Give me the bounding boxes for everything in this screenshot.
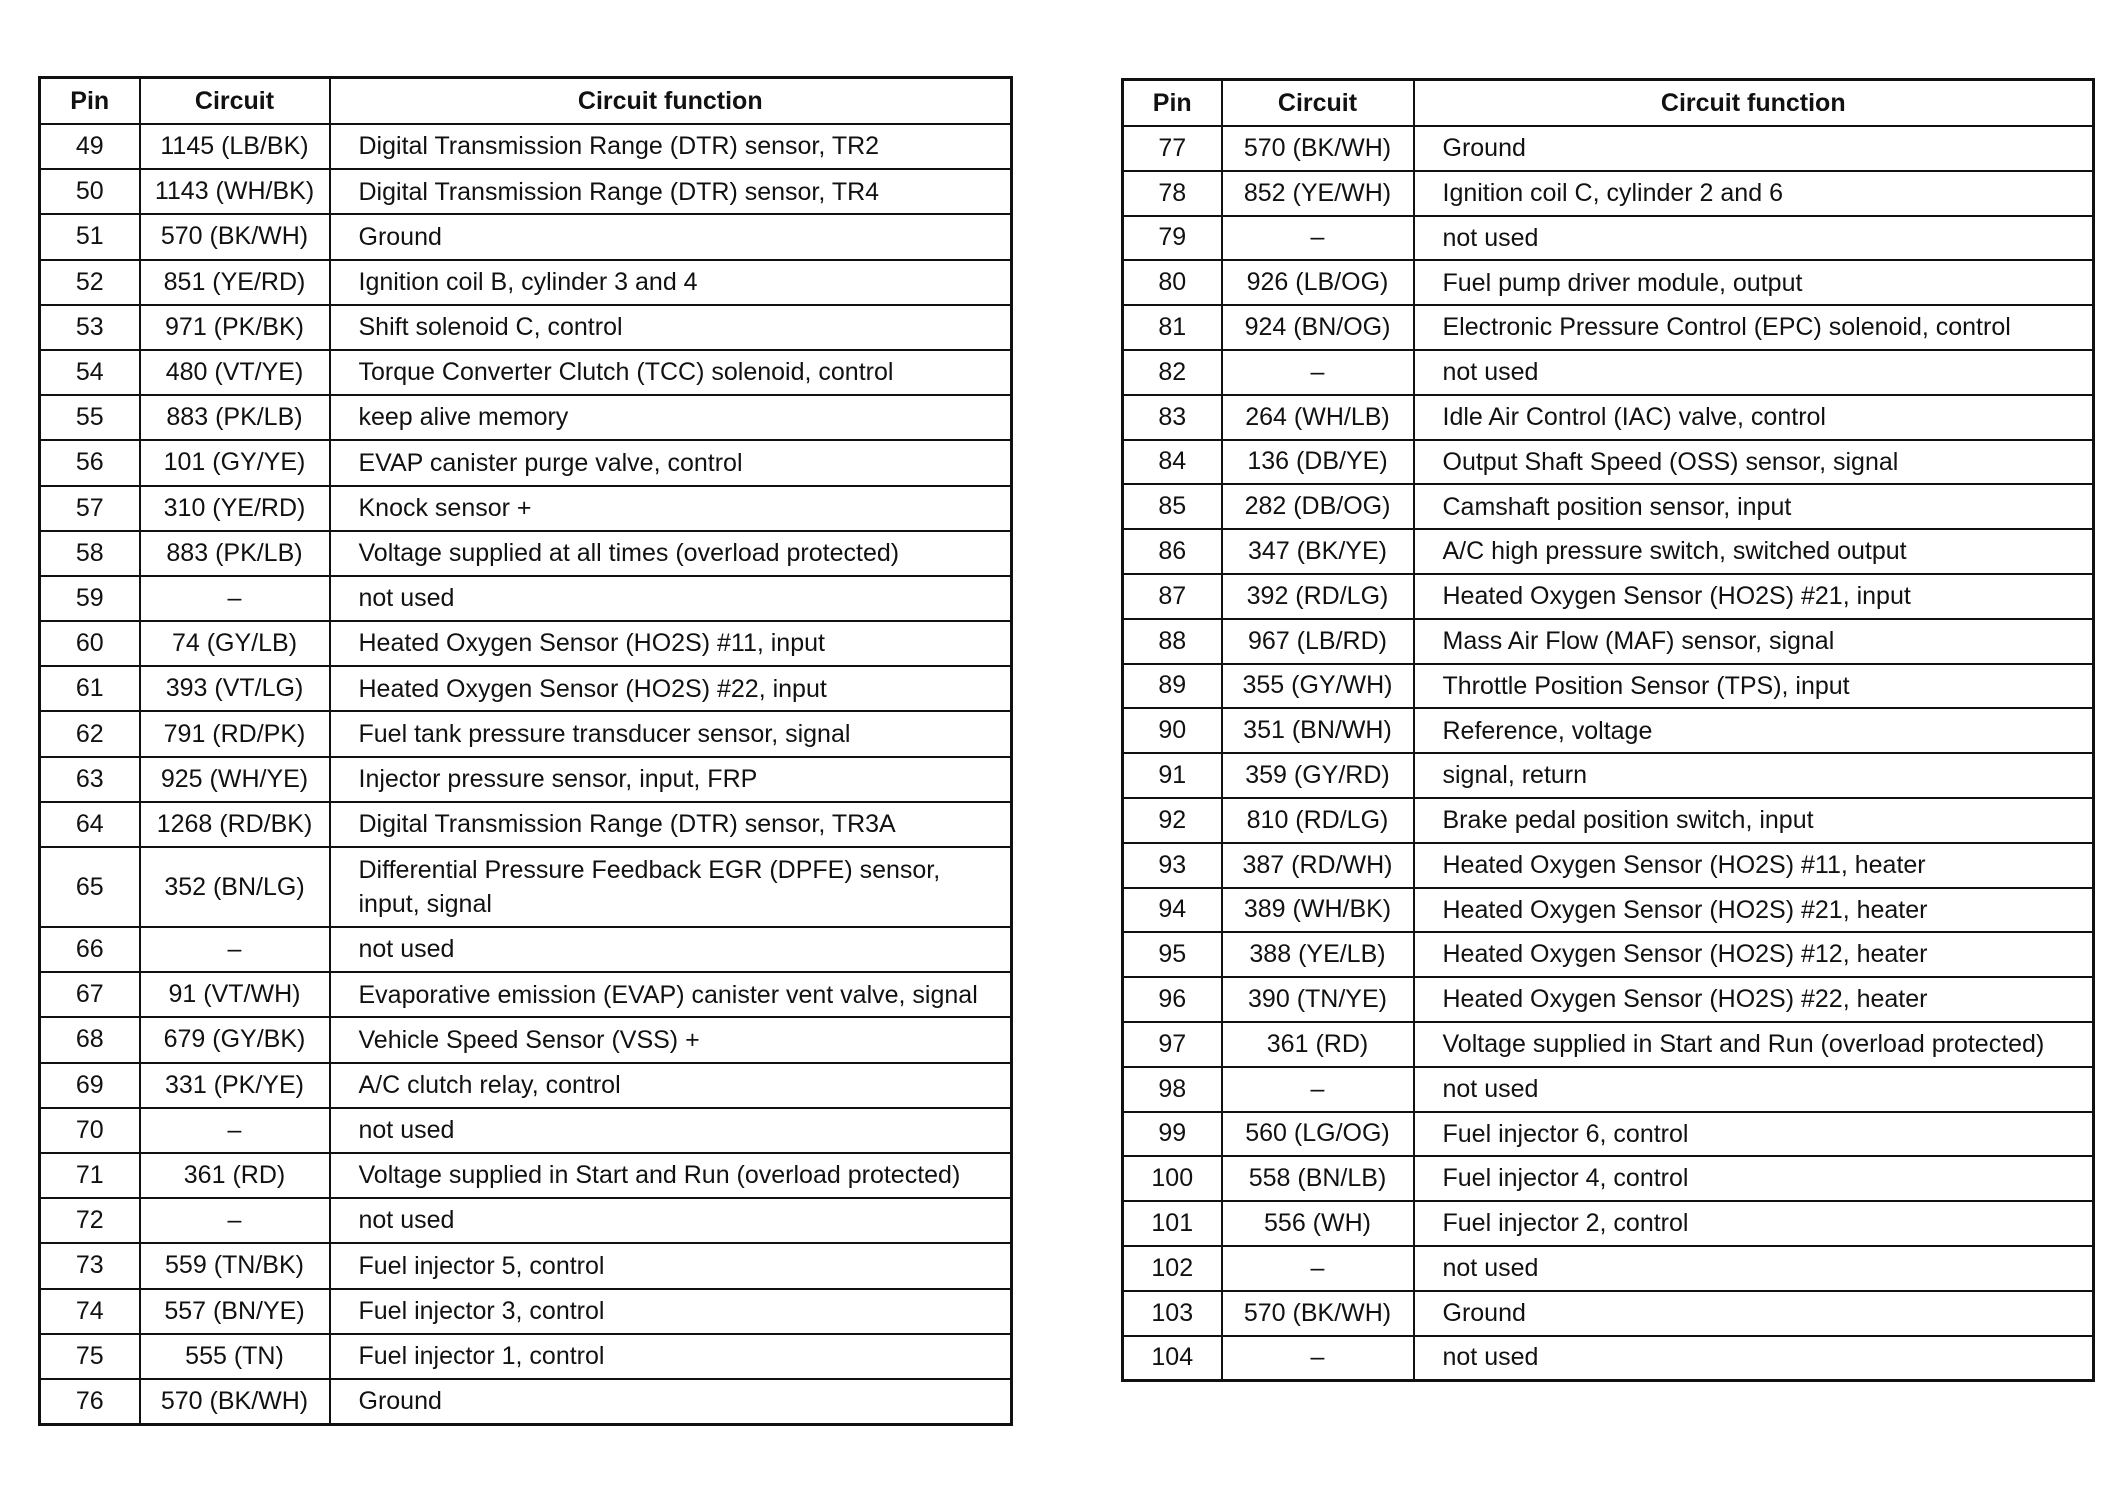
circuit-cell: 883 (PK/LB): [140, 395, 330, 440]
circuit-cell: –: [1222, 216, 1414, 261]
circuit-cell: 556 (WH): [1222, 1201, 1414, 1246]
pin-cell: 55: [40, 395, 140, 440]
pin-cell: 64: [40, 802, 140, 847]
circuit-function-cell: Digital Transmission Range (DTR) sensor, TR3A: [330, 802, 1012, 847]
table-row: [1123, 171, 2094, 216]
table-row: [40, 757, 1012, 802]
pin-cell: 57: [40, 486, 140, 531]
table-row: [40, 214, 1012, 259]
table-row: [40, 169, 1012, 214]
pin-cell: 94: [1123, 888, 1222, 933]
table-row: [1123, 619, 2094, 664]
table-row: [40, 1198, 1012, 1243]
pin-cell: 86: [1123, 529, 1222, 574]
table-row: [40, 1063, 1012, 1108]
pin-cell: 88: [1123, 619, 1222, 664]
circuit-cell: –: [140, 576, 330, 621]
circuit-cell: 852 (YE/WH): [1222, 171, 1414, 216]
circuit-cell: 390 (TN/YE): [1222, 977, 1414, 1022]
circuit-function-cell: Fuel pump driver module, output: [1414, 260, 2094, 305]
table-row: [40, 576, 1012, 621]
circuit-function-cell: Fuel injector 4, control: [1414, 1156, 2094, 1201]
table-row: [40, 1017, 1012, 1062]
pin-table-right: [1121, 78, 2095, 1382]
header-circuit: Circuit: [1222, 80, 1414, 127]
table-row: [1123, 753, 2094, 798]
circuit-function-cell: Reference, voltage: [1414, 708, 2094, 753]
header-pin: Pin: [1123, 80, 1222, 127]
circuit-cell: 74 (GY/LB): [140, 621, 330, 666]
pin-cell: 50: [40, 169, 140, 214]
circuit-cell: 971 (PK/BK): [140, 305, 330, 350]
pin-cell: 75: [40, 1334, 140, 1379]
circuit-cell: 559 (TN/BK): [140, 1243, 330, 1288]
circuit-cell: 264 (WH/LB): [1222, 395, 1414, 440]
circuit-function-cell: not used: [330, 927, 1012, 972]
circuit-cell: 557 (BN/YE): [140, 1289, 330, 1334]
table-body-left: [40, 124, 1012, 1424]
circuit-cell: –: [1222, 350, 1414, 395]
circuit-function-cell: not used: [1414, 1336, 2094, 1381]
table-row: [1123, 1112, 2094, 1157]
pin-cell: 82: [1123, 350, 1222, 395]
circuit-cell: 351 (BN/WH): [1222, 708, 1414, 753]
circuit-cell: 1145 (LB/BK): [140, 124, 330, 169]
circuit-function-cell: Electronic Pressure Control (EPC) solenoid, control: [1414, 305, 2094, 350]
pin-cell: 83: [1123, 395, 1222, 440]
circuit-cell: 388 (YE/LB): [1222, 932, 1414, 977]
circuit-cell: 570 (BK/WH): [140, 214, 330, 259]
circuit-cell: 359 (GY/RD): [1222, 753, 1414, 798]
circuit-cell: 570 (BK/WH): [140, 1379, 330, 1424]
circuit-function-cell: Heated Oxygen Sensor (HO2S) #11, heater: [1414, 843, 2094, 888]
pin-cell: 80: [1123, 260, 1222, 305]
circuit-cell: 967 (LB/RD): [1222, 619, 1414, 664]
circuit-cell: 851 (YE/RD): [140, 260, 330, 305]
circuit-function-cell: Heated Oxygen Sensor (HO2S) #21, input: [1414, 574, 2094, 619]
pin-cell: 76: [40, 1379, 140, 1424]
circuit-cell: –: [1222, 1067, 1414, 1112]
pin-cell: 103: [1123, 1291, 1222, 1336]
pin-table-left: [38, 76, 1013, 1426]
circuit-function-cell: keep alive memory: [330, 395, 1012, 440]
table-row: [1123, 350, 2094, 395]
pin-cell: 51: [40, 214, 140, 259]
circuit-function-cell: Heated Oxygen Sensor (HO2S) #22, heater: [1414, 977, 2094, 1022]
circuit-function-cell: not used: [330, 1198, 1012, 1243]
circuit-function-cell: Fuel injector 2, control: [1414, 1201, 2094, 1246]
pin-cell: 54: [40, 350, 140, 395]
pin-cell: 81: [1123, 305, 1222, 350]
circuit-cell: 924 (BN/OG): [1222, 305, 1414, 350]
pin-cell: 98: [1123, 1067, 1222, 1112]
circuit-function-cell: Evaporative emission (EVAP) canister vent valve, signal: [330, 972, 1012, 1017]
table-row: [40, 927, 1012, 972]
pin-cell: 78: [1123, 171, 1222, 216]
circuit-function-cell: Ground: [1414, 126, 2094, 171]
circuit-function-cell: Torque Converter Clutch (TCC) solenoid, control: [330, 350, 1012, 395]
header-circuit: Circuit: [140, 78, 330, 125]
circuit-function-cell: Ground: [1414, 1291, 2094, 1336]
table-row: [40, 666, 1012, 711]
pin-cell: 53: [40, 305, 140, 350]
circuit-function-cell: Ignition coil B, cylinder 3 and 4: [330, 260, 1012, 305]
table-row: [40, 847, 1012, 927]
circuit-function-cell: Voltage supplied in Start and Run (overload protected): [1414, 1022, 2094, 1067]
pin-cell: 68: [40, 1017, 140, 1062]
pin-cell: 73: [40, 1243, 140, 1288]
circuit-function-cell: Shift solenoid C, control: [330, 305, 1012, 350]
table-row: [1123, 977, 2094, 1022]
circuit-function-cell: A/C clutch relay, control: [330, 1063, 1012, 1108]
header-circuit-function: Circuit function: [1414, 80, 2094, 127]
table-row: [1123, 484, 2094, 529]
circuit-cell: 570 (BK/WH): [1222, 126, 1414, 171]
table-row: [1123, 395, 2094, 440]
pin-cell: 70: [40, 1108, 140, 1153]
circuit-function-cell: not used: [330, 576, 1012, 621]
pin-cell: 58: [40, 531, 140, 576]
circuit-function-cell: Ground: [330, 214, 1012, 259]
pin-cell: 63: [40, 757, 140, 802]
table-row: [1123, 1246, 2094, 1291]
table-row: [1123, 260, 2094, 305]
table-row: [1123, 305, 2094, 350]
circuit-function-cell: Vehicle Speed Sensor (VSS) +: [330, 1017, 1012, 1062]
table-row: [40, 440, 1012, 485]
pin-cell: 97: [1123, 1022, 1222, 1067]
pin-cell: 104: [1123, 1336, 1222, 1381]
circuit-function-cell: Heated Oxygen Sensor (HO2S) #12, heater: [1414, 932, 2094, 977]
circuit-cell: –: [1222, 1336, 1414, 1381]
circuit-function-cell: not used: [1414, 350, 2094, 395]
circuit-function-cell: not used: [1414, 1067, 2094, 1112]
circuit-function-cell: Heated Oxygen Sensor (HO2S) #11, input: [330, 621, 1012, 666]
circuit-cell: 136 (DB/YE): [1222, 440, 1414, 485]
pin-cell: 67: [40, 972, 140, 1017]
circuit-function-cell: Voltage supplied at all times (overload protected): [330, 531, 1012, 576]
circuit-cell: 679 (GY/BK): [140, 1017, 330, 1062]
table-row: [40, 972, 1012, 1017]
pin-cell: 85: [1123, 484, 1222, 529]
pin-cell: 79: [1123, 216, 1222, 261]
circuit-cell: 560 (LG/OG): [1222, 1112, 1414, 1157]
circuit-cell: 926 (LB/OG): [1222, 260, 1414, 305]
pin-cell: 62: [40, 711, 140, 756]
table-row: [40, 711, 1012, 756]
table-row: [1123, 1291, 2094, 1336]
table-row: [40, 305, 1012, 350]
circuit-function-cell: not used: [1414, 1246, 2094, 1291]
table-row: [1123, 216, 2094, 261]
circuit-function-cell: Camshaft position sensor, input: [1414, 484, 2094, 529]
pin-cell: 96: [1123, 977, 1222, 1022]
circuit-function-cell: not used: [330, 1108, 1012, 1153]
circuit-cell: –: [140, 1198, 330, 1243]
circuit-function-cell: Injector pressure sensor, input, FRP: [330, 757, 1012, 802]
circuit-function-cell: Fuel injector 3, control: [330, 1289, 1012, 1334]
table-row: [40, 486, 1012, 531]
pin-cell: 74: [40, 1289, 140, 1334]
pin-cell: 91: [1123, 753, 1222, 798]
circuit-cell: 480 (VT/YE): [140, 350, 330, 395]
table-row: [1123, 574, 2094, 619]
circuit-function-cell: Brake pedal position switch, input: [1414, 798, 2094, 843]
header-circuit-function: Circuit function: [330, 78, 1012, 125]
circuit-function-cell: Heated Oxygen Sensor (HO2S) #22, input: [330, 666, 1012, 711]
table-row: [1123, 126, 2094, 171]
circuit-cell: 91 (VT/WH): [140, 972, 330, 1017]
pin-cell: 84: [1123, 440, 1222, 485]
pin-cell: 59: [40, 576, 140, 621]
circuit-function-cell: not used: [1414, 216, 2094, 261]
circuit-function-cell: Fuel injector 1, control: [330, 1334, 1012, 1379]
circuit-cell: 347 (BK/YE): [1222, 529, 1414, 574]
circuit-function-cell: Heated Oxygen Sensor (HO2S) #21, heater: [1414, 888, 2094, 933]
circuit-cell: 1268 (RD/BK): [140, 802, 330, 847]
circuit-cell: 558 (BN/LB): [1222, 1156, 1414, 1201]
circuit-cell: 361 (RD): [1222, 1022, 1414, 1067]
circuit-cell: 570 (BK/WH): [1222, 1291, 1414, 1336]
circuit-function-cell: Throttle Position Sensor (TPS), input: [1414, 664, 2094, 709]
circuit-cell: 925 (WH/YE): [140, 757, 330, 802]
circuit-function-cell: Digital Transmission Range (DTR) sensor, TR4: [330, 169, 1012, 214]
pin-cell: 95: [1123, 932, 1222, 977]
circuit-function-cell: Fuel injector 6, control: [1414, 1112, 2094, 1157]
circuit-cell: 389 (WH/BK): [1222, 888, 1414, 933]
table-row: [40, 1243, 1012, 1288]
table-row: [1123, 1156, 2094, 1201]
circuit-cell: 393 (VT/LG): [140, 666, 330, 711]
circuit-cell: 352 (BN/LG): [140, 847, 330, 927]
table-row: [1123, 843, 2094, 888]
circuit-cell: 355 (GY/WH): [1222, 664, 1414, 709]
circuit-cell: 310 (YE/RD): [140, 486, 330, 531]
pin-cell: 52: [40, 260, 140, 305]
pin-cell: 99: [1123, 1112, 1222, 1157]
table-row: [40, 1289, 1012, 1334]
pin-cell: 60: [40, 621, 140, 666]
pin-cell: 69: [40, 1063, 140, 1108]
table-row: [1123, 1067, 2094, 1112]
circuit-cell: 282 (DB/OG): [1222, 484, 1414, 529]
table-row: [40, 531, 1012, 576]
circuit-cell: 883 (PK/LB): [140, 531, 330, 576]
table-row: [1123, 932, 2094, 977]
pin-cell: 72: [40, 1198, 140, 1243]
table-row: [40, 350, 1012, 395]
circuit-function-cell: EVAP canister purge valve, control: [330, 440, 1012, 485]
pin-cell: 77: [1123, 126, 1222, 171]
circuit-function-cell: Voltage supplied in Start and Run (overload protected): [330, 1153, 1012, 1198]
circuit-cell: 331 (PK/YE): [140, 1063, 330, 1108]
table-row: [40, 124, 1012, 169]
table-row: [40, 621, 1012, 666]
circuit-function-cell: Differential Pressure Feedback EGR (DPFE) sensor, input, signal: [330, 847, 1012, 927]
circuit-cell: 361 (RD): [140, 1153, 330, 1198]
circuit-function-cell: Output Shaft Speed (OSS) sensor, signal: [1414, 440, 2094, 485]
circuit-cell: 101 (GY/YE): [140, 440, 330, 485]
table-row: [1123, 708, 2094, 753]
table-row: [40, 260, 1012, 305]
circuit-function-cell: Ground: [330, 1379, 1012, 1424]
header-pin: Pin: [40, 78, 140, 125]
circuit-function-cell: Knock sensor +: [330, 486, 1012, 531]
circuit-cell: –: [140, 1108, 330, 1153]
pin-cell: 71: [40, 1153, 140, 1198]
table-row: [1123, 1022, 2094, 1067]
circuit-function-cell: Idle Air Control (IAC) valve, control: [1414, 395, 2094, 440]
pin-cell: 92: [1123, 798, 1222, 843]
table-row: [1123, 1336, 2094, 1381]
circuit-function-cell: Mass Air Flow (MAF) sensor, signal: [1414, 619, 2094, 664]
table-row: [1123, 798, 2094, 843]
pin-cell: 61: [40, 666, 140, 711]
circuit-cell: 392 (RD/LG): [1222, 574, 1414, 619]
circuit-cell: 810 (RD/LG): [1222, 798, 1414, 843]
table-header-row: [1123, 80, 2094, 127]
pin-cell: 89: [1123, 664, 1222, 709]
table-row: [40, 802, 1012, 847]
table-row: [1123, 1201, 2094, 1246]
table-row: [40, 395, 1012, 440]
circuit-function-cell: Digital Transmission Range (DTR) sensor, TR2: [330, 124, 1012, 169]
circuit-function-cell: signal, return: [1414, 753, 2094, 798]
circuit-cell: 791 (RD/PK): [140, 711, 330, 756]
circuit-cell: –: [1222, 1246, 1414, 1291]
circuit-function-cell: Ignition coil C, cylinder 2 and 6: [1414, 171, 2094, 216]
pin-cell: 102: [1123, 1246, 1222, 1291]
table-row: [1123, 440, 2094, 485]
table-body-right: [1123, 126, 2094, 1380]
table-row: [40, 1334, 1012, 1379]
table-row: [40, 1153, 1012, 1198]
pin-cell: 66: [40, 927, 140, 972]
pin-cell: 65: [40, 847, 140, 927]
circuit-cell: –: [140, 927, 330, 972]
table-row: [1123, 529, 2094, 574]
circuit-cell: 387 (RD/WH): [1222, 843, 1414, 888]
circuit-function-cell: Fuel tank pressure transducer sensor, signal: [330, 711, 1012, 756]
table-row: [1123, 664, 2094, 709]
pin-cell: 93: [1123, 843, 1222, 888]
pin-cell: 87: [1123, 574, 1222, 619]
circuit-cell: 1143 (WH/BK): [140, 169, 330, 214]
circuit-cell: 555 (TN): [140, 1334, 330, 1379]
circuit-function-cell: Fuel injector 5, control: [330, 1243, 1012, 1288]
table-row: [40, 1379, 1012, 1424]
table-header-row: [40, 78, 1012, 125]
pin-cell: 49: [40, 124, 140, 169]
pin-cell: 101: [1123, 1201, 1222, 1246]
pin-cell: 90: [1123, 708, 1222, 753]
pin-cell: 56: [40, 440, 140, 485]
pin-cell: 100: [1123, 1156, 1222, 1201]
circuit-function-cell: A/C high pressure switch, switched output: [1414, 529, 2094, 574]
table-row: [1123, 888, 2094, 933]
table-row: [40, 1108, 1012, 1153]
